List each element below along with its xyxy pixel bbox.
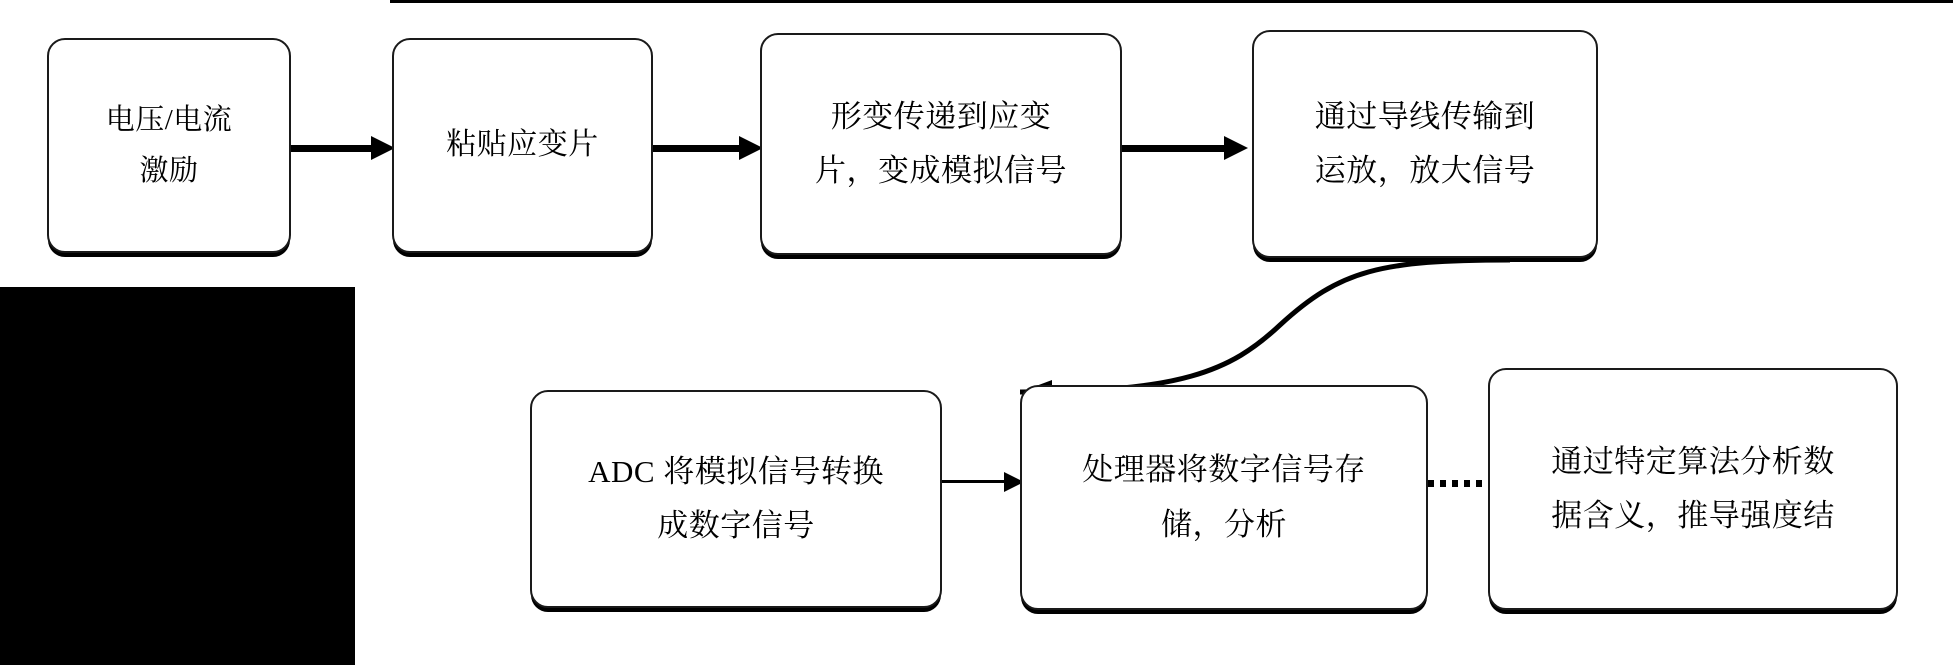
node-line: 激励 <box>139 154 199 187</box>
top-divider-rule <box>390 0 1953 3</box>
node-line: 据含义，推导强度结 <box>1551 498 1835 533</box>
node-processor-store-analyze[interactable] <box>1020 385 1428 610</box>
connector-amplifier-to-adc <box>820 230 1520 410</box>
node-line: 运放，放大信号 <box>1314 153 1536 188</box>
node-line: 成数字信号 <box>657 508 815 543</box>
node-attach-strain-gauge[interactable] <box>392 38 653 253</box>
black-occlusion-block <box>0 287 355 665</box>
node-voltage-current-excitation[interactable] <box>47 38 291 253</box>
node-algorithm-analyze-strength[interactable] <box>1488 368 1898 610</box>
node-line: 形变传递到应变 <box>830 98 1052 134</box>
node-line: 通过导线传输到 <box>1314 98 1536 134</box>
arrow-shaft <box>291 145 373 152</box>
node-line: 粘贴应变片 <box>446 128 599 162</box>
node-line: 通过特定算法分析数 <box>1551 443 1835 479</box>
node-line: 电压/电流 <box>105 103 233 136</box>
node-adc-analog-to-digital[interactable] <box>530 390 942 608</box>
dotted-shaft <box>1428 480 1494 487</box>
node-deformation-to-analog-signal[interactable] <box>760 33 1122 255</box>
node-line: 片，变成模拟信号 <box>815 153 1067 188</box>
node-line: 处理器将数字信号存 <box>1082 452 1366 488</box>
arrow-shaft <box>1122 145 1226 152</box>
curve-path <box>1020 260 1510 392</box>
arrow-head-icon <box>1224 136 1248 160</box>
arrow-shaft <box>942 480 1006 483</box>
arrow-shaft <box>653 145 741 152</box>
node-line: ADC 将模拟信号转换 <box>588 453 884 489</box>
node-line: 储，分析 <box>1161 506 1287 542</box>
node-wire-to-opamp-amplify[interactable] <box>1252 30 1598 258</box>
